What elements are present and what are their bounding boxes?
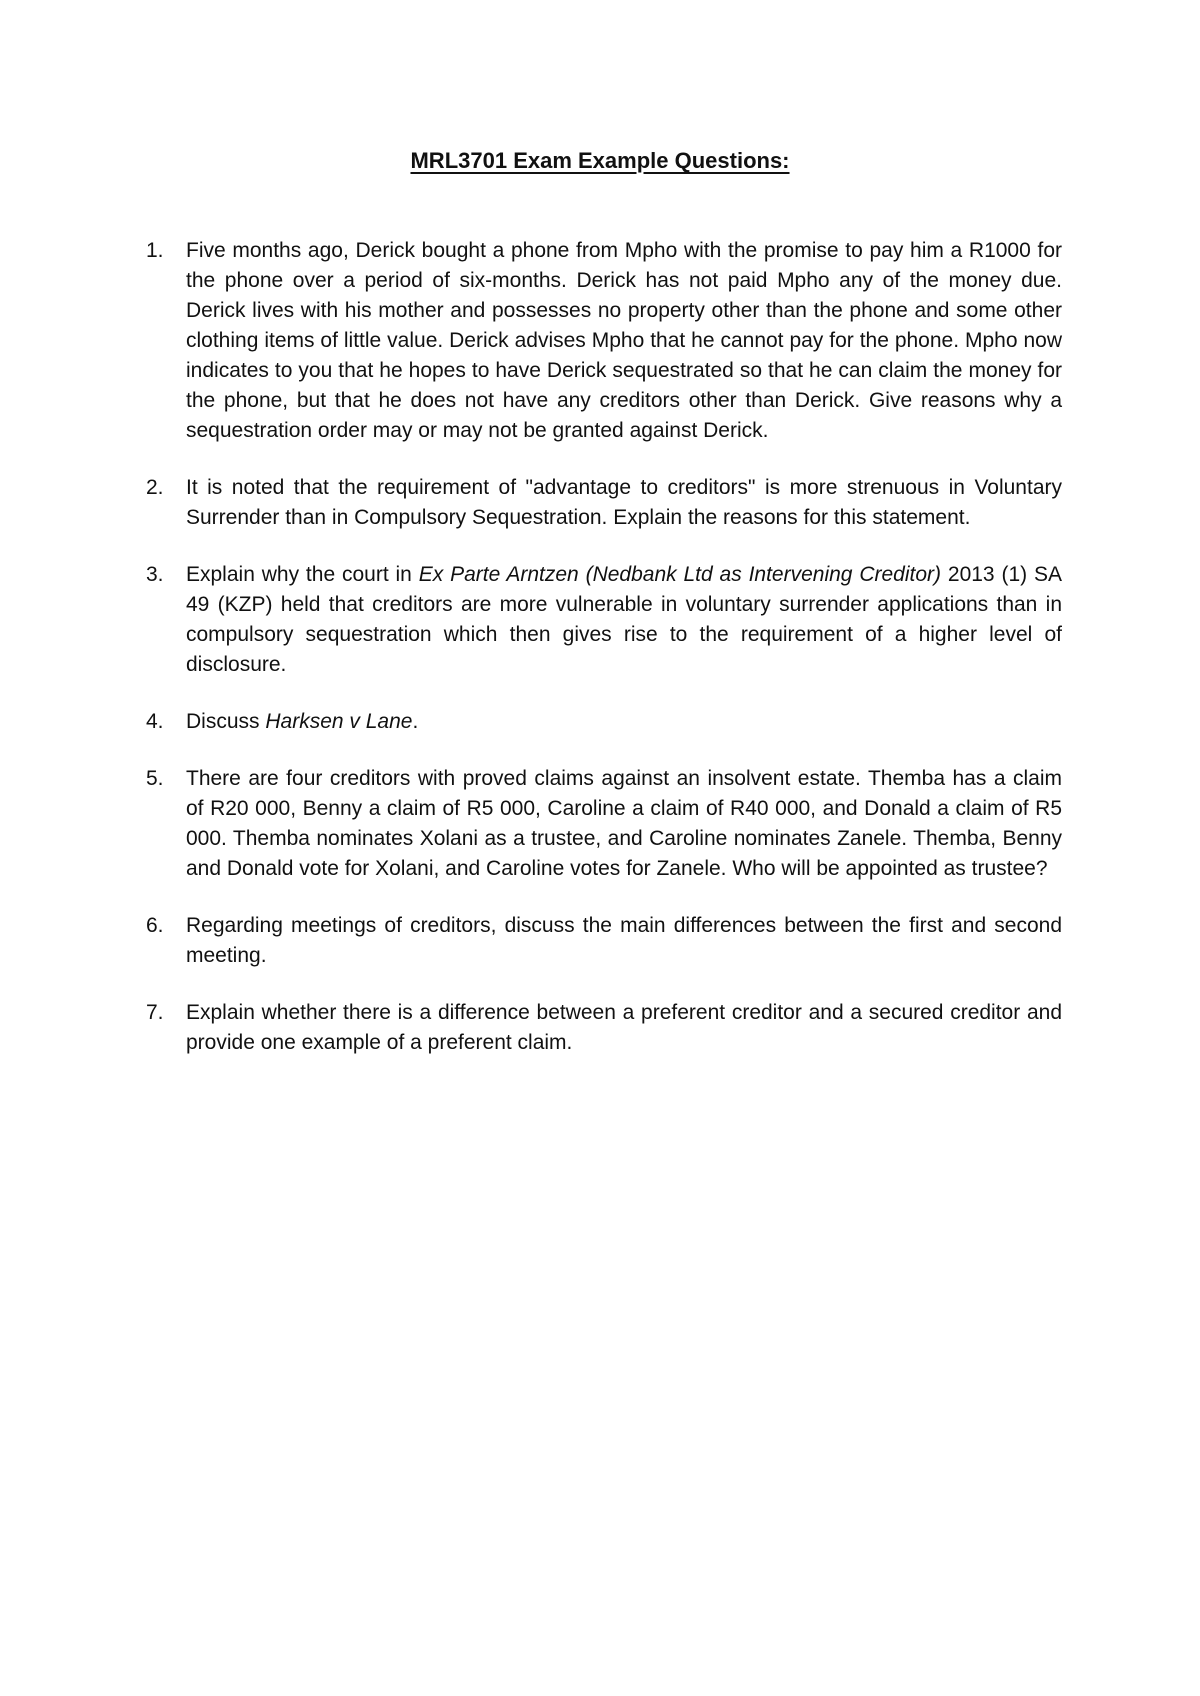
case-name: Harksen v Lane (265, 710, 413, 733)
question-number: 5. (146, 767, 164, 790)
question-text-after: 2013 (1) SA 49 (KZP) held that creditors are more vulnerable in voluntary surrender applications than in compulsory sequestration which then gives rise to the requirement of a higher level of disclosure. (186, 563, 1062, 676)
question-text-before: Discuss (186, 710, 266, 733)
question-number: 3. (146, 563, 164, 586)
question-text: Regarding meetings of creditors, discuss the main differences between the first and second meeting. (186, 914, 1062, 967)
question-text: Five months ago, Derick bought a phone from Mpho with the promise to pay him a R1000 for the phone over a period of six-months. Derick has not paid Mpho any of the money due. Derick lives with his mother and possesses no property other than the phone and some other clothing items of little value. Derick advises Mpho that he cannot pay for the phone. Mpho now indicates to you that he hopes to have Derick sequestrated so that he can claim the money for the phone, but that he does not have any creditors other than Derick. Give reasons why a sequestration order may or may not be granted against Derick. (186, 239, 1062, 442)
question-item (140, 707, 1062, 737)
question-text-before: Explain why the court in (186, 563, 419, 586)
question-number: 7. (146, 1001, 164, 1024)
page-title: MRL3701 Exam Example Questions: (410, 148, 790, 173)
question-text (186, 707, 1062, 737)
question-item (140, 560, 1062, 680)
question-item (140, 473, 1062, 533)
question-number: 2. (146, 476, 164, 499)
question-item (140, 998, 1062, 1058)
question-number: 6. (146, 914, 164, 937)
question-item (140, 911, 1062, 971)
question-item (140, 236, 1062, 446)
question-text: It is noted that the requirement of "advantage to creditors" is more strenuous in Voluntary Surrender than in Compulsory Sequestration. Explain the reasons for this statement. (186, 476, 1062, 529)
question-text: There are four creditors with proved claims against an insolvent estate. Themba has a claim of R20 000, Benny a claim of R5 000, Caroline a claim of R40 000, and Donald a claim of R5 000. Themba nominates Xolani as a trustee, and Caroline nominates Zanele. Themba, Benny and Donald vote for Xolani, and Caroline votes for Zanele. Who will be appointed as trustee? (186, 767, 1062, 880)
question-number: 1. (146, 239, 164, 262)
question-number: 4. (146, 710, 164, 733)
question-text (186, 560, 1062, 680)
question-item (140, 764, 1062, 884)
case-name: Ex Parte Arntzen (Nedbank Ltd as Intervening Creditor) (418, 563, 942, 586)
question-text: Explain whether there is a difference between a preferent creditor and a secured creditor and provide one example of a preferent claim. (186, 1001, 1062, 1054)
question-list (140, 236, 1062, 1085)
question-text-after: . (412, 710, 419, 733)
